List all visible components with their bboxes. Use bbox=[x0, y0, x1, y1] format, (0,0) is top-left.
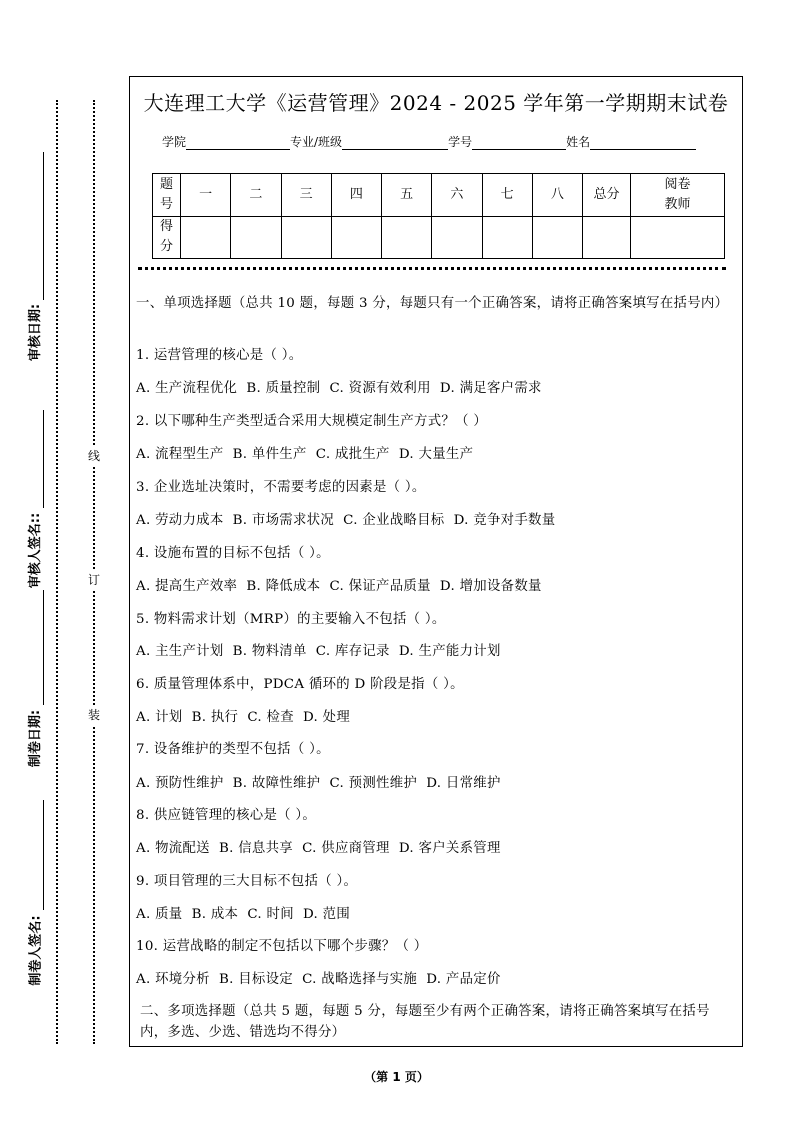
binding-char-xian: 线 bbox=[84, 446, 104, 466]
question-number-head: 题 号 bbox=[153, 174, 181, 217]
student-id-field[interactable] bbox=[472, 135, 566, 150]
options-5: A. 主生产计划 B. 物料清单 C. 库存记录 D. 生产能力计划 bbox=[136, 644, 501, 659]
options-1: A. 生产流程优化 B. 质量控制 C. 资源有效利用 D. 满足客户需求 bbox=[136, 381, 542, 396]
question-3: 3. 企业选址决策时，不需要考虑的因素是（ ）。 bbox=[136, 480, 426, 495]
options-2: A. 流程型生产 B. 单件生产 C. 成批生产 D. 大量生产 bbox=[136, 447, 474, 462]
section2-heading: 二、多项选择题（总共 5 题，每题 5 分，每题至少有两个正确答案，请将正确答案填写在括号内，多选、少选、错选均不得分） bbox=[140, 1004, 710, 1040]
section1-heading: 一、单项选择题（总共 10 题，每题 3 分，每题只有一个正确答案，请将正确答案填写在括号内） bbox=[136, 296, 729, 311]
name-label: 姓名 bbox=[566, 135, 591, 149]
outer-dotted-line bbox=[56, 100, 58, 1044]
binding-char-ding: 订 bbox=[84, 570, 104, 590]
score-cell[interactable] bbox=[532, 216, 582, 259]
score-head: 得 分 bbox=[153, 216, 181, 259]
score-cell[interactable] bbox=[482, 216, 532, 259]
header-separator bbox=[138, 267, 726, 270]
options-10: A. 环境分析 B. 目标设定 C. 战略选择与实施 D. 产品定价 bbox=[136, 972, 501, 987]
score-table bbox=[152, 173, 725, 259]
reviewer-signature-line bbox=[43, 410, 44, 508]
question-8: 8. 供应链管理的核心是（ ）。 bbox=[136, 808, 317, 823]
student-info-row bbox=[162, 133, 696, 150]
major-label: 专业/班级 bbox=[290, 135, 343, 149]
options-3: A. 劳动力成本 B. 市场需求状况 C. 企业战略目标 D. 竞争对手数量 bbox=[136, 513, 556, 528]
col-head: 八 bbox=[532, 174, 582, 217]
major-field[interactable] bbox=[342, 135, 448, 150]
score-cell[interactable] bbox=[432, 216, 482, 259]
score-cell[interactable] bbox=[281, 216, 331, 259]
col-head: 五 bbox=[382, 174, 432, 217]
col-head: 四 bbox=[331, 174, 381, 217]
name-field[interactable] bbox=[590, 135, 696, 150]
exam-frame bbox=[129, 76, 743, 1047]
total-score-cell[interactable] bbox=[583, 216, 631, 259]
question-6: 6. 质量管理体系中，PDCA 循环的 D 阶段是指（ ）。 bbox=[136, 677, 464, 692]
total-score-head: 总分 bbox=[583, 174, 631, 217]
score-cell[interactable] bbox=[382, 216, 432, 259]
question-1: 1. 运营管理的核心是（ ）。 bbox=[136, 348, 303, 363]
college-label: 学院 bbox=[162, 135, 187, 149]
score-table-score-row bbox=[153, 216, 725, 259]
review-date-line bbox=[43, 152, 44, 300]
binding-char-zhuang: 装 bbox=[84, 705, 104, 725]
creator-signature-line bbox=[43, 800, 44, 910]
col-head: 三 bbox=[281, 174, 331, 217]
grader-head: 阅卷 教师 bbox=[631, 174, 725, 217]
options-8: A. 物流配送 B. 信息共享 C. 供应商管理 D. 客户关系管理 bbox=[136, 841, 501, 856]
score-table-header-row bbox=[153, 174, 725, 217]
options-6: A. 计划 B. 执行 C. 检查 D. 处理 bbox=[136, 710, 351, 725]
options-4: A. 提高生产效率 B. 降低成本 C. 保证产品质量 D. 增加设备数量 bbox=[136, 579, 542, 594]
student-id-label: 学号 bbox=[448, 135, 473, 149]
score-cell[interactable] bbox=[181, 216, 231, 259]
col-head: 一 bbox=[181, 174, 231, 217]
grader-cell[interactable] bbox=[631, 216, 725, 259]
question-4: 4. 设施布置的目标不包括（ ）。 bbox=[136, 546, 330, 561]
exam-date-line bbox=[43, 590, 44, 705]
question-2: 2. 以下哪种生产类型适合采用大规模定制生产方式？（ ） bbox=[136, 414, 488, 429]
score-cell[interactable] bbox=[331, 216, 381, 259]
col-head: 七 bbox=[482, 174, 532, 217]
options-9: A. 质量 B. 成本 C. 时间 D. 范围 bbox=[136, 907, 351, 922]
reviewer-signature-label: 审核人签名:: bbox=[28, 512, 44, 588]
exam-date-label: 制卷日期: bbox=[28, 709, 44, 767]
page-number: （第 1 页） bbox=[364, 1070, 429, 1084]
score-cell[interactable] bbox=[231, 216, 281, 259]
options-7: A. 预防性维护 B. 故障性维护 C. 预测性维护 D. 日常维护 bbox=[136, 776, 501, 791]
question-5: 5. 物料需求计划（MRP）的主要输入不包括（ ）。 bbox=[136, 612, 446, 627]
question-9: 9. 项目管理的三大目标不包括（ ）。 bbox=[136, 874, 358, 889]
question-10: 10. 运营战略的制定不包括以下哪个步骤？（ ） bbox=[136, 939, 428, 954]
col-head: 二 bbox=[231, 174, 281, 217]
question-7: 7. 设备维护的类型不包括（ ）。 bbox=[136, 742, 330, 757]
review-date-label: 审核日期: bbox=[28, 303, 44, 361]
col-head: 六 bbox=[432, 174, 482, 217]
exam-title: 大连理工大学《运营管理》2024 - 2025 学年第一学期期末试卷 bbox=[143, 91, 729, 115]
creator-signature-label: 制卷人签名: bbox=[28, 914, 44, 986]
college-field[interactable] bbox=[186, 135, 290, 150]
